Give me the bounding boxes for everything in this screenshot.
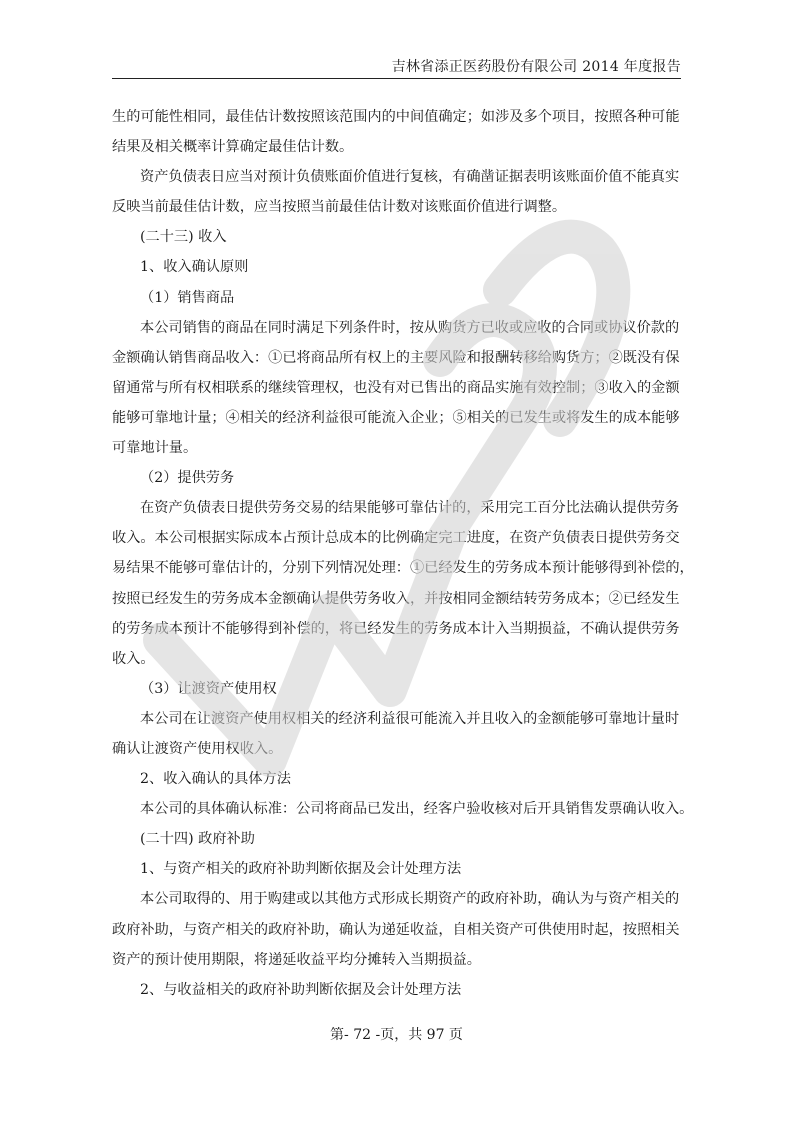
- text-line: 本公司销售的商品在同时满足下列条件时，按从购货方已收或应收的合同或协议价款的: [140, 319, 680, 336]
- text-line: （2）提供劳务: [140, 470, 235, 487]
- text-line: 本公司的具体确认标准：公司将商品已发出，经客户验收核对后开具销售发票确认收入。: [140, 801, 694, 818]
- text-line: （1）销售商品: [140, 289, 235, 306]
- text-line: 资产负债表日应当对预计负债账面价值进行复核，有确凿证据表明该账面价值不能真实: [140, 169, 680, 186]
- text-line: (二十三) 收入: [140, 229, 227, 246]
- text-line: 结果及相关概率计算确定最佳估计数。: [112, 139, 354, 156]
- text-line: 1、与资产相关的政府补助判断依据及会计处理方法: [140, 861, 462, 878]
- text-line: 可靠地计量。: [112, 440, 198, 457]
- header-divider: [112, 78, 681, 79]
- text-line: 易结果不能够可靠估计的，分别下列情况处理：①已经发生的劳务成本预计能够得到补偿的，: [112, 560, 694, 577]
- text-line: 1、收入确认原则: [140, 259, 249, 276]
- text-line: 2、与收益相关的政府补助判断依据及会计处理方法: [140, 981, 462, 998]
- text-line: 2、收入确认的具体方法: [140, 771, 291, 788]
- text-line: 收入。: [112, 650, 155, 667]
- page-number: 第- 72 -页，共 97 页: [330, 1027, 463, 1043]
- text-line: 收入。本公司根据实际成本占预计总成本的比例确定完工进度，在资产负债表日提供劳务交: [112, 530, 680, 547]
- text-line: 本公司在让渡资产使用权相关的经济利益很可能流入并且收入的金额能够可靠地计量时: [140, 710, 680, 727]
- text-line: 在资产负债表日提供劳务交易的结果能够可靠估计的，采用完工百分比法确认提供劳务: [140, 500, 680, 517]
- document-body: [112, 102, 694, 1005]
- text-line: （3）让渡资产使用权: [140, 680, 277, 697]
- text-line: 反映当前最佳估计数，应当按照当前最佳估计数对该账面价值进行调整。: [112, 199, 567, 216]
- text-line: 按照已经发生的劳务成本金额确认提供劳务收入，并按相同金额结转劳务成本；②已经发生: [112, 590, 680, 607]
- text-line: 确认让渡资产使用权收入。: [112, 740, 283, 757]
- text-line: 生的可能性相同，最佳估计数按照该范围内的中间值确定；如涉及多个项目，按照各种可能: [112, 109, 680, 125]
- text-line: 资产的预计使用期限，将递延收益平均分摊转入当期损益。: [112, 951, 481, 968]
- text-line: 能够可靠地计量；④相关的经济利益很可能流入企业；⑤相关的已发生或将发生的成本能够: [112, 409, 680, 426]
- text-line: 政府补助，与资产相关的政府补助，确认为递延收益，自相关资产可供使用时起，按照相关: [112, 921, 680, 938]
- text-line: 本公司取得的、用于购建或以其他方式形成长期资产的政府补助，确认为与资产相关的: [140, 891, 680, 908]
- report-header-title: 吉林省添正医药股份有限公司 2014 年度报告: [391, 59, 681, 75]
- text-line: 的劳务成本预计不能够得到补偿的，将已经发生的劳务成本计入当期损益，不确认提供劳务: [112, 620, 680, 637]
- text-line: 金额确认销售商品收入：①已将商品所有权上的主要风险和报酬转移给购货方；②既没有保: [112, 349, 680, 366]
- text-line: 留通常与所有权相联系的继续管理权，也没有对已售出的商品实施有效控制；③收入的金额: [112, 379, 680, 396]
- text-line: (二十四) 政府补助: [140, 831, 255, 848]
